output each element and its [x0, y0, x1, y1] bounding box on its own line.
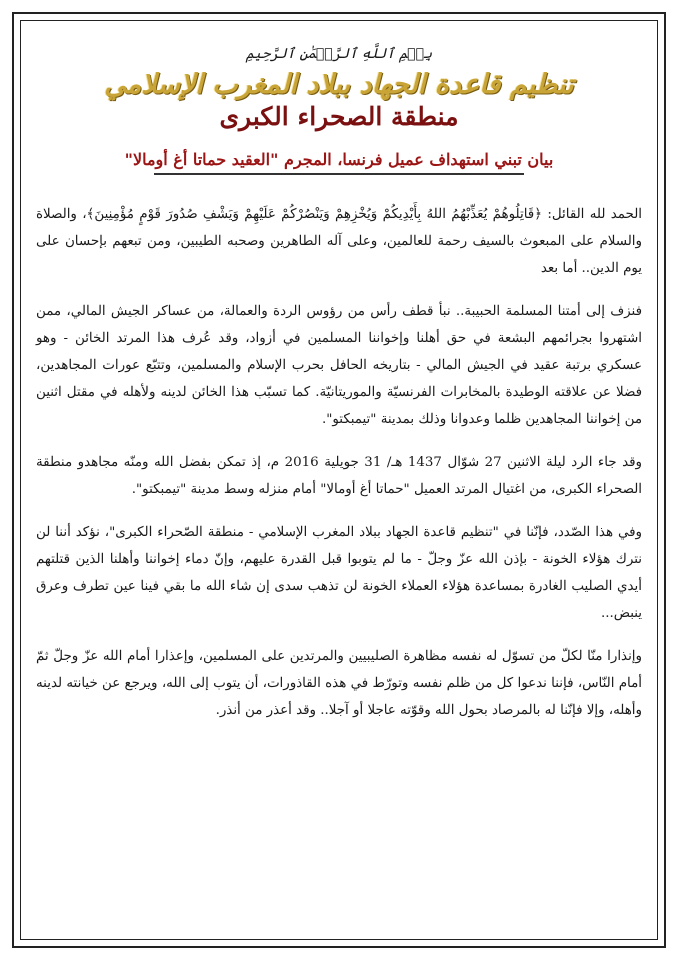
- title-underline: [154, 173, 524, 175]
- organization-name: تنظيم قاعدة الجهاد ببلاد المغرب الإسلامي: [104, 69, 574, 100]
- paragraph-announcement: فنزف إلى أمتنا المسلمة الحبيبة.. نبأ قطف رأس من رؤوس الردة والعمالة، من عساكر الجيش المالي، ممن اشتهروا بجرائمهم البشعة في حق أهلنا وإخواننا المسلمين في أزواد، وقد عُرف هذا المرتد الخائن - وهو عسكري برتبة عقيد في الجيش المالي - بتاريخه الحافل بحرب الإسلام والمسلمين، وتتبّع عورات المجاهدين، فضلا عن علاقته الوطيدة بالمخابرات الفرنسيّة والموريتانيّة. كما تسبّب هذا الخائن لدينه ولأهله في مقتل اثنين من إخواننا المجاهدين ظلما وعدوانا وذلك بمدينة "تيمبكتو".: [36, 304, 642, 427]
- paragraph-opening: الحمد لله القائل: ﴿قَاتِلُوهُمْ يُعَذِّبْهُمُ اللهُ بِأَيْدِيكُمْ وَيُخْزِهِمْ وَيَنْصُرْكُمْ عَلَيْهِمْ وَيَشْفِ صُدُورَ قَوْمٍ مُؤْمِنِينَ﴾، والصلاة والسلام على المبعوث بالسيف رحمة للعالمين، وعلى آله الطاهرين وصحبه الطيبين، ومن تبعهم بإحسان على يوم الدين.. أما بعد: [36, 207, 642, 276]
- region-name: منطقة الصحراء الكبرى: [219, 102, 459, 131]
- paragraph-affirmation: وفي هذا الصّدد، فإنّنا في "تنظيم قاعدة الجهاد ببلاد المغرب الإسلامي - منطقة الصّحراء الكبرى"، نؤكد أننا لن نترك هؤلاء الخونة - بإذن الله عزّ وجلّ - ما لم يتوبوا قبل القدرة عليهم، وإنّ دماء إخواننا وأهلنا الذين قتلتهم أيدي الصليب الغادرة بمساعدة هؤلاء العملاء الخونة لن تذهب سدى إن شاء الله ما بقي فينا عين تطرف وعرق ينبض...: [36, 525, 642, 621]
- document-content: [36, 46, 642, 930]
- paragraph-warning: وإنذارا منّا لكلّ من تسوّل له نفسه مظاهرة الصليبيين والمرتدين على المسلمين، وإعذارا أمام الله عزّ وجلّ ثمّ أمام النّاس، فإننا ندعوا كل من ظلم نفسه وتورّط في هذه القاذورات، أن يتوب إلى الله، ويرجع عن خيانته لدينه وأهله، وإلا فإنّنا له بالمرصاد بحول الله وقوّته عاجلا أو آجلا.. وقد أعذر من أنذر.: [36, 649, 642, 718]
- basmala-calligraphy: بِسۡمِ ٱللَّهِ ٱلرَّحۡمَٰنِ ٱلرَّحِيمِ: [245, 46, 433, 62]
- statement-title: بيان تبني استهداف عميل فرنسا، المجرم "العقيد حماتا أغ أومالا": [124, 150, 554, 169]
- paragraph-operation: وقد جاء الرد ليلة الاثنين 27 شوّال 1437 هـ/ 31 جويلية 2016 م، إذ تمكن بفضل الله ومنّه مجاهدو منطقة الصحراء الكبرى، من اغتيال المرتد العميل "حماتا أغ أومالا" أمام منزله وسط مدينة "تيمبكتو".: [36, 455, 642, 497]
